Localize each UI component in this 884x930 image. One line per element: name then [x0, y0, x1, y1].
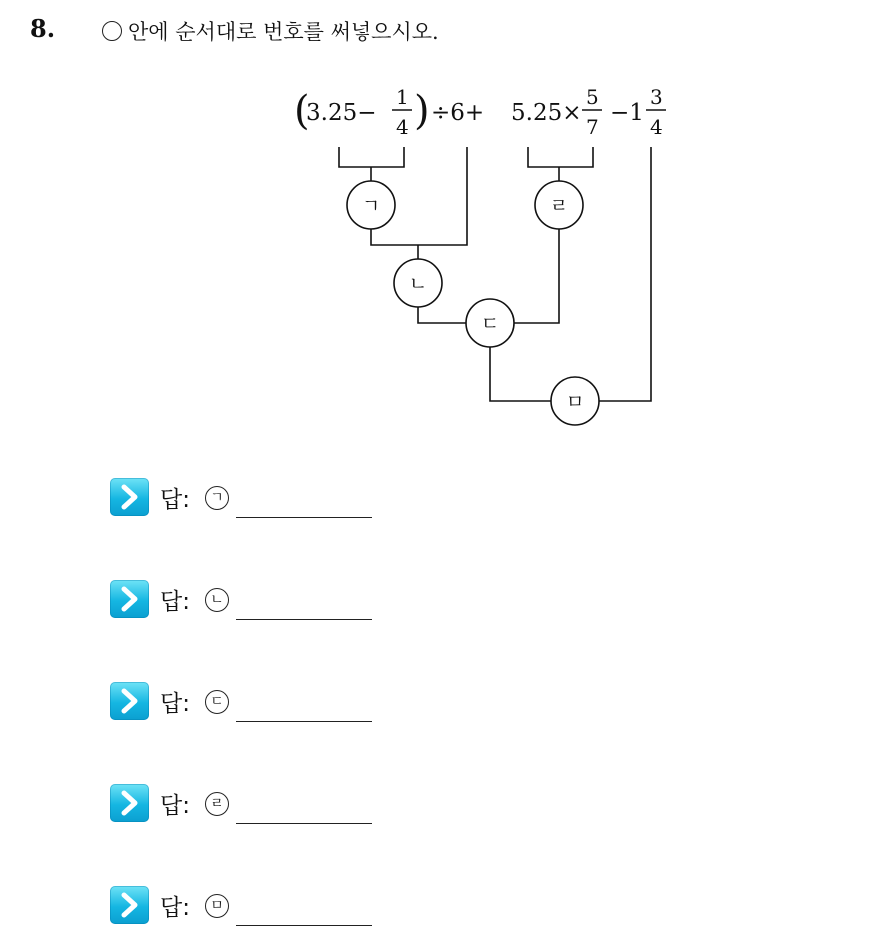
node-label-1: ㄱ	[361, 195, 381, 217]
chevron-right-icon	[110, 886, 149, 924]
chevron-right-icon	[110, 580, 149, 618]
question-number: 8.	[30, 14, 56, 43]
answer-circled-mark: ㄷ	[205, 690, 229, 714]
diagram-nodes	[347, 181, 599, 425]
bracket-step-1	[339, 147, 404, 167]
fraction-3-4-numerator: 3	[650, 85, 663, 109]
answer-circled-mark: ㄱ	[205, 486, 229, 510]
chevron-right-icon	[110, 784, 149, 822]
close-paren: )	[414, 88, 430, 134]
link-expr-step5	[599, 147, 651, 401]
answer-circled-mark: ㄹ	[205, 792, 229, 816]
fraction-1-4-denominator: 4	[396, 115, 409, 139]
answer-label: 답:	[160, 487, 190, 513]
answer-blank-line[interactable]	[236, 925, 372, 926]
fraction-3-4-denominator: 4	[650, 115, 663, 139]
answer-blank-line[interactable]	[236, 619, 372, 620]
node-label-4: ㄹ	[549, 195, 569, 217]
node-label-2: ㄴ	[408, 273, 428, 295]
answer-circled-mark: ㄴ	[205, 588, 229, 612]
node-label-5: ㅁ	[565, 391, 585, 413]
answer-circled-mark: ㅁ	[205, 894, 229, 918]
operator-minus-1: −1	[610, 100, 644, 126]
term-5-25: 5.25×	[511, 100, 582, 126]
answer-label: 답:	[160, 793, 190, 819]
connector-lines	[339, 147, 651, 401]
fraction-5-7-denominator: 7	[586, 115, 599, 139]
answer-blank-line[interactable]	[236, 517, 372, 518]
answer-blank-line[interactable]	[236, 823, 372, 824]
calculation-order-diagram	[0, 0, 884, 440]
term-3-25: 3.25−	[306, 100, 377, 126]
node-label-3: ㄷ	[480, 313, 500, 335]
instruction-text: 안에 순서대로 번호를 써넣으시오.	[128, 20, 439, 44]
fraction-5-7-numerator: 5	[586, 85, 599, 109]
link-step4-step3	[514, 229, 559, 323]
bracket-step-4	[528, 147, 593, 167]
open-paren: (	[294, 88, 310, 134]
chevron-right-icon	[110, 478, 149, 516]
link-step3-step5	[490, 347, 551, 401]
fraction-1-4-numerator: 1	[396, 85, 409, 109]
answer-label: 답:	[160, 589, 190, 615]
answer-label: 답:	[160, 895, 190, 921]
answer-label: 답:	[160, 691, 190, 717]
chevron-right-icon	[110, 682, 149, 720]
answer-blank-line[interactable]	[236, 721, 372, 722]
link-step2-step3	[418, 307, 466, 323]
operator-div-6-plus: ÷6+	[431, 100, 485, 126]
expression	[294, 85, 666, 139]
